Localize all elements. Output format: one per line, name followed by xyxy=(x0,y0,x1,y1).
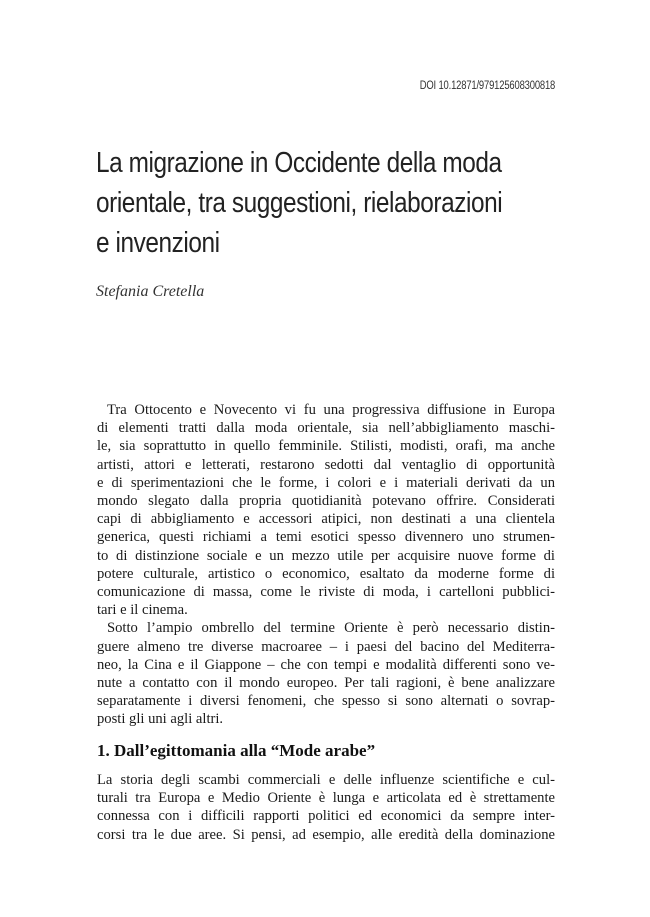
text-line: mondo slegato dalla propria quotidianità potevano offrire. Considerati xyxy=(97,493,555,510)
section-heading: 1. Dall’egittomania alla “Mode arabe” xyxy=(97,741,376,760)
text-line: tari e il cinema. xyxy=(97,602,188,619)
title-line: orientale, tra suggestioni, rielaborazioni xyxy=(96,187,503,219)
paragraph xyxy=(97,619,555,728)
text-line: connessa con i difficili rapporti politici ed economici da sempre inter- xyxy=(97,808,555,825)
text-line: artisti, attori e letterati, restarono sedotti dal ventaglio di opportunità xyxy=(97,456,555,473)
text-line: le, sia soprattutto in quello femminile. Stilisti, modisti, orafi, ma anche xyxy=(97,438,555,455)
text-line: neo, la Cina e il Giappone – che con tempi e modalità differenti sono ve- xyxy=(97,656,555,673)
author-name: Stefania Cretella xyxy=(96,283,205,300)
text-line: e di sperimentazioni che le forme, i colori e i materiali derivati da un xyxy=(97,474,555,491)
paragraph xyxy=(97,401,555,619)
text-line: di elementi tratti dalla moda orientale, sia nell’abbigliamento maschi- xyxy=(97,420,555,437)
text-line: capi di abbigliamento e accessori atipici, non destinati a una clientela xyxy=(97,511,555,528)
article-title xyxy=(96,143,616,263)
text-line: guere almeno tre diverse macroaree – i paesi del bacino del Mediterra- xyxy=(97,638,555,655)
body-text xyxy=(97,401,555,729)
text-line: to di distinzione sociale e un mezzo utile per acquisire nuove forme di xyxy=(97,547,555,564)
text-line: Sotto l’ampio ombrello del termine Oriente è però necessario distin- xyxy=(107,620,555,637)
paragraph xyxy=(97,771,555,844)
title-line: La migrazione in Occidente della moda xyxy=(96,147,502,179)
body-text-section xyxy=(97,771,555,844)
text-line: posti gli uni agli altri. xyxy=(97,711,224,728)
text-line: generica, questi richiami a temi esotici spesso divennero uno strumen- xyxy=(97,529,555,546)
text-line: turali tra Europa e Medio Oriente è lunga e articolata ed è strettamente xyxy=(97,790,555,807)
text-line: comunicazione di massa, come le riviste di moda, i cartelloni pubblici- xyxy=(97,584,555,601)
text-line: separatamente i diversi fenomeni, che spesso si sono alternati o sovrap- xyxy=(97,693,555,710)
text-line: nute a contatto con il mondo europeo. Per tali ragioni, è bene analizzare xyxy=(97,675,555,692)
text-line: potere culturale, artistico o economico, esaltato da moderne forme di xyxy=(97,565,555,582)
text-line: corsi tra le due aree. Si pensi, ad esempio, alle eredità della dominazione xyxy=(97,826,555,843)
text-line: Tra Ottocento e Novecento vi fu una progressiva diffusione in Europa xyxy=(107,402,555,418)
doi-label: DOI 10.12871/979125608300818 xyxy=(419,80,555,92)
title-line: e invenzioni xyxy=(96,227,220,259)
text-line: La storia degli scambi commerciali e delle influenze scientifiche e cul- xyxy=(97,772,555,788)
